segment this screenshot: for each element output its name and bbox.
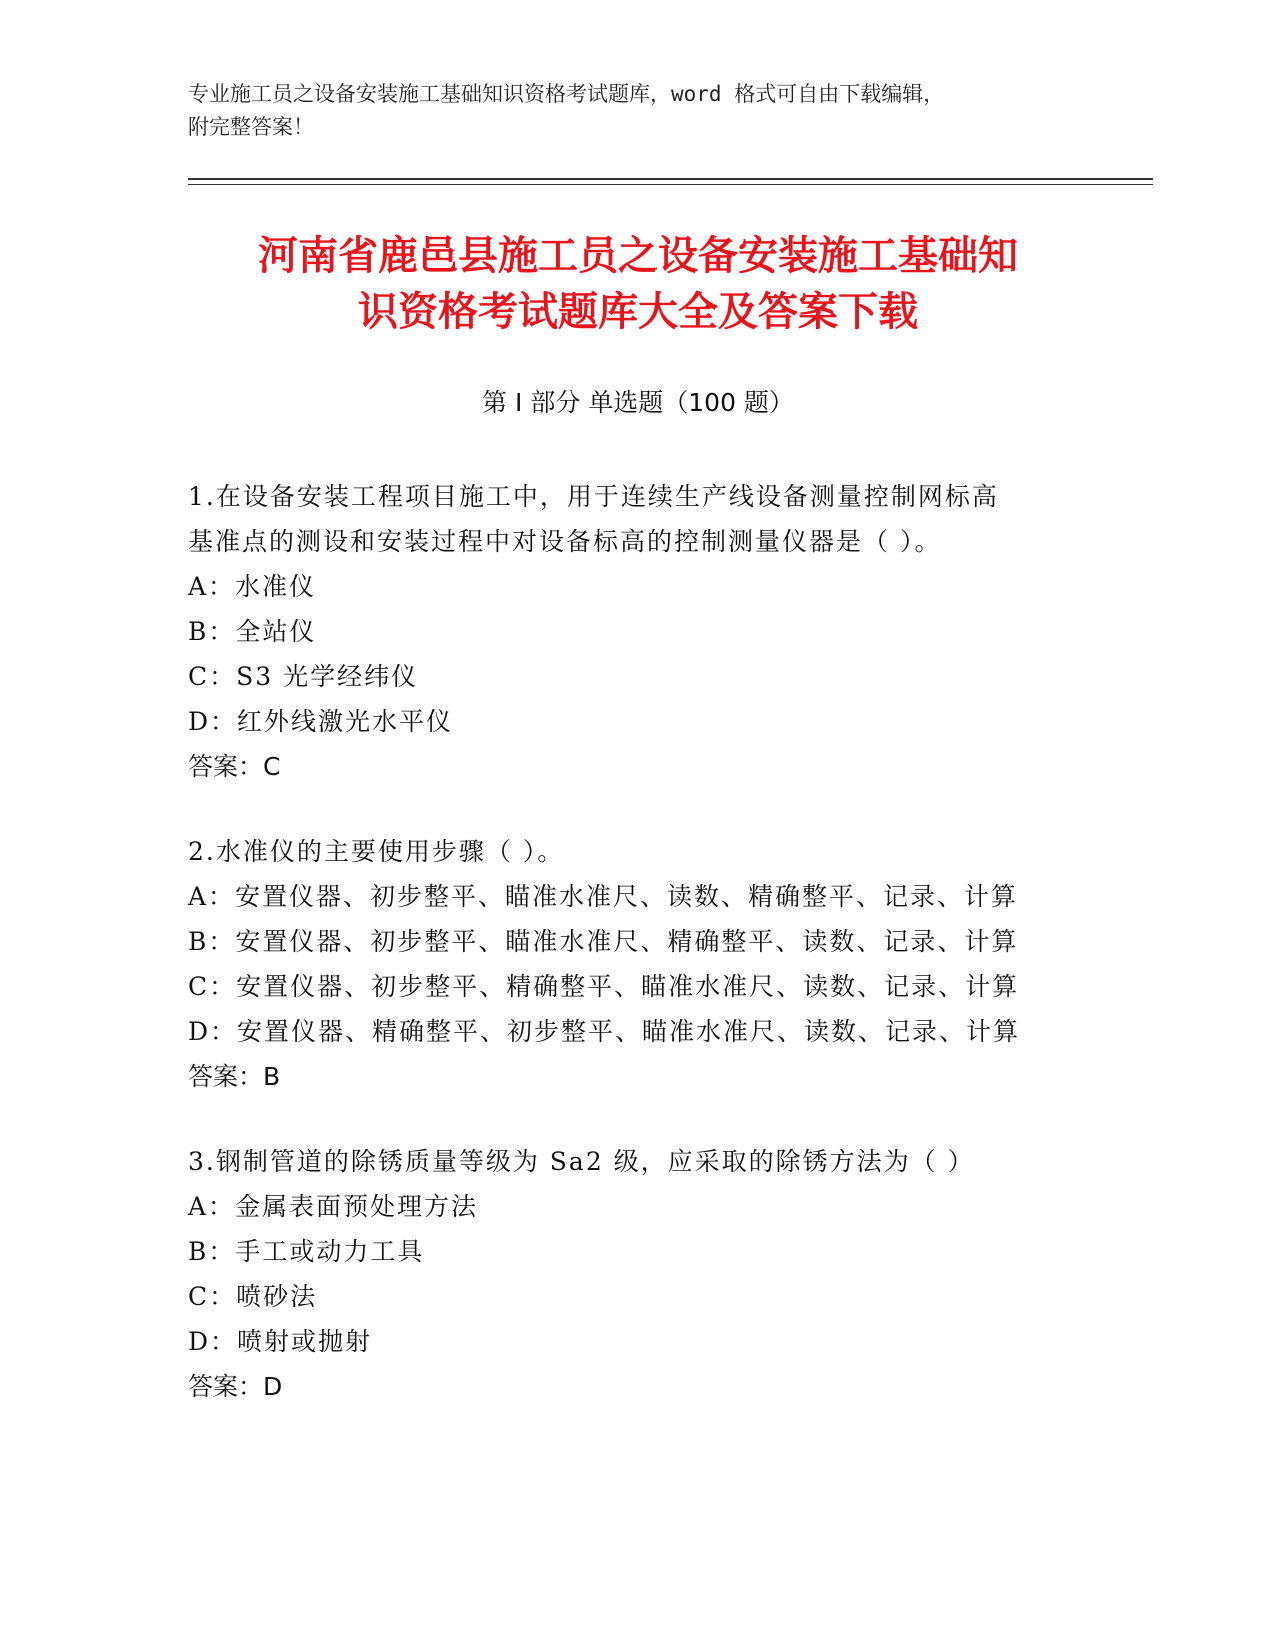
- header-note: [188, 78, 1088, 144]
- answer: 答案：D: [188, 1372, 283, 1401]
- question-text-line1: 2.水准仪的主要使用步骤（ ）。: [188, 837, 565, 866]
- section-title: 第 I 部分 单选题（100 题）: [482, 388, 794, 417]
- option-c: C：安置仪器、初步整平、精确整平、瞄准水准尺、读数、记录、计算: [188, 972, 1020, 1001]
- header-divider-thin: [188, 184, 1153, 185]
- header-note-line1: 专业施工员之设备安装施工基础知识资格考试题库，word 格式可自由下载编辑，: [188, 82, 945, 106]
- option-a: A：水准仪: [188, 572, 317, 601]
- question-text-line1: 3.钢制管道的除锈质量等级为 Sa2 级，应采取的除锈方法为（ ）: [188, 1147, 975, 1176]
- option-a: A：金属表面预处理方法: [188, 1192, 479, 1221]
- question-1: [188, 474, 1088, 789]
- question-2: [188, 829, 1088, 1099]
- answer: 答案：B: [188, 1062, 281, 1091]
- header-note-line2: 附完整答案！: [188, 115, 314, 139]
- option-c: C：S3 光学经纬仪: [188, 662, 419, 691]
- option-b: B：安置仪器、初步整平、瞄准水准尺、精确整平、读数、记录、计算: [188, 927, 1019, 956]
- page-title: [188, 228, 1088, 340]
- header-divider-thick: [188, 178, 1153, 180]
- question-3: [188, 1139, 1088, 1409]
- option-c: C：喷砂法: [188, 1282, 318, 1311]
- question-list: [188, 474, 1088, 1449]
- option-d: D：喷射或抛射: [188, 1327, 373, 1356]
- page-title-line2: 识资格考试题库大全及答案下载: [358, 289, 918, 335]
- option-b: B：全站仪: [188, 617, 317, 646]
- answer: 答案：C: [188, 752, 281, 781]
- question-text-line2: 基准点的测设和安装过程中对设备标高的控制测量仪器是（ ）。: [188, 527, 942, 556]
- question-text-line1: 1.在设备安装工程项目施工中，用于连续生产线设备测量控制网标高: [188, 482, 999, 511]
- option-d: D：红外线激光水平仪: [188, 707, 454, 736]
- option-a: A：安置仪器、初步整平、瞄准水准尺、读数、精确整平、记录、计算: [188, 882, 1019, 911]
- option-b: B：手工或动力工具: [188, 1237, 425, 1266]
- page-title-line1: 河南省鹿邑县施工员之设备安装施工基础知: [258, 233, 1018, 279]
- option-d: D：安置仪器、精确整平、初步整平、瞄准水准尺、读数、记录、计算: [188, 1017, 1021, 1046]
